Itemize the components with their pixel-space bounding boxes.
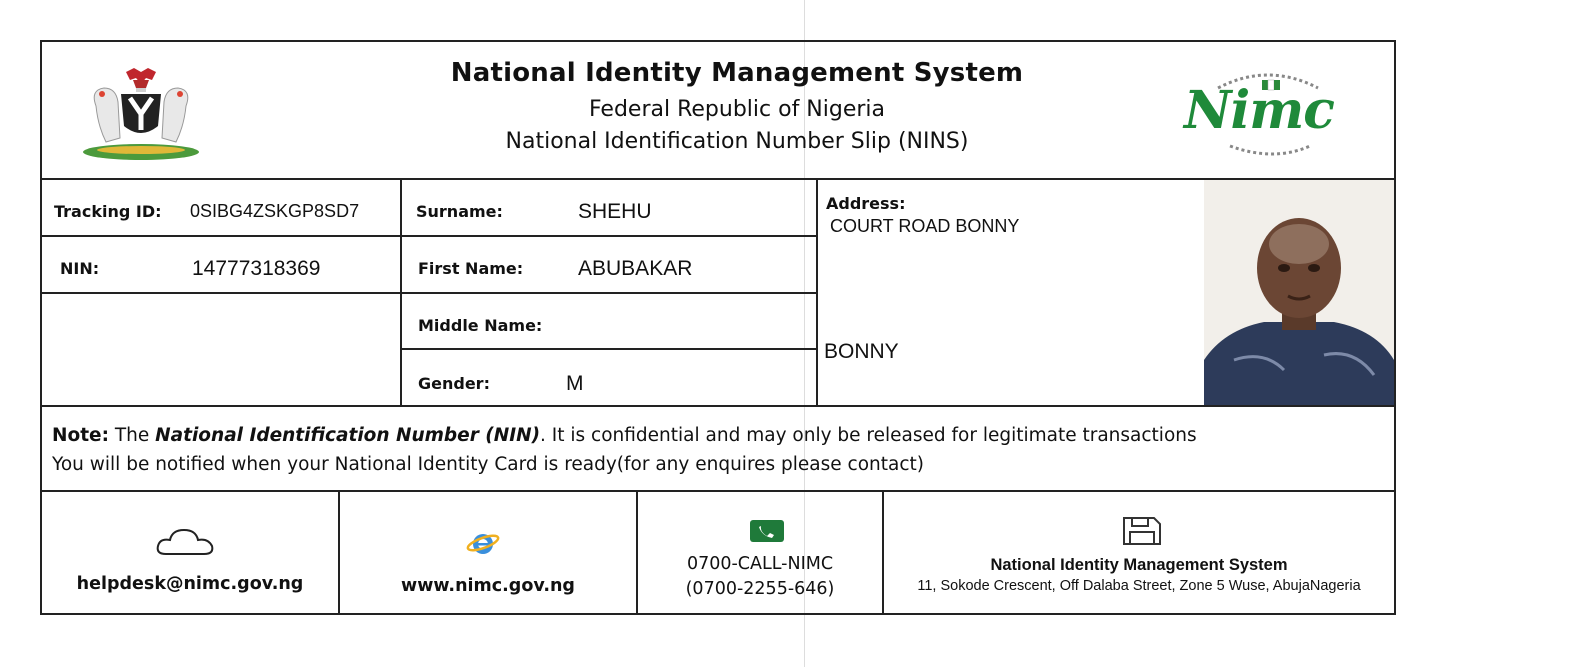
- col-divider-1: [400, 178, 402, 407]
- surname-label: Surname:: [416, 202, 503, 221]
- tracking-id-value: 0SIBG4ZSKGP8SD7: [190, 201, 360, 221]
- note-line-1: [52, 425, 1197, 446]
- first-name-label: First Name:: [418, 259, 524, 278]
- nimc-logo-text: Nimc: [1184, 80, 1334, 141]
- nin-label: NIN:: [60, 259, 100, 278]
- middlename-divider: [402, 348, 818, 350]
- org-address: 11, Sokode Crescent, Off Dalaba Street, Zone 5 Wuse, AbujaNageria: [917, 578, 1361, 594]
- nin-value: 14777318369: [192, 257, 321, 280]
- nin-slip: [40, 40, 1396, 615]
- middle-name-label: Middle Name:: [418, 316, 543, 335]
- header-divider: [42, 178, 1394, 180]
- gender-value: M: [566, 372, 584, 395]
- note-prefix: Note:: [52, 425, 109, 446]
- note-text-2: . It is confidential and may only be released for legitimate transactions: [540, 425, 1197, 446]
- surname-divider: [402, 235, 818, 237]
- address-line-1: COURT ROAD BONNY: [830, 216, 1020, 236]
- nin-divider: [42, 292, 402, 294]
- footer-divider-3: [882, 490, 884, 615]
- cloud-icon: [156, 526, 216, 558]
- phone-icon: [750, 520, 784, 542]
- page-title: National Identity Management System: [450, 58, 1024, 88]
- note-divider: [42, 490, 1394, 492]
- tracking-divider: [42, 235, 402, 237]
- internet-explorer-icon: [466, 530, 500, 556]
- subtitle-country: Federal Republic of Nigeria: [588, 97, 886, 122]
- tracking-id-label: Tracking ID:: [54, 202, 162, 221]
- floppy-disk-icon: [1122, 516, 1162, 546]
- first-name-value: ABUBAKAR: [578, 257, 693, 280]
- fields-divider: [42, 405, 1394, 407]
- org-name: National Identity Management System: [990, 556, 1288, 574]
- nimc-logo: [1178, 66, 1358, 156]
- coat-of-arms-logo: [76, 66, 206, 162]
- address-line-2: BONNY: [824, 340, 899, 363]
- note-line-2: You will be notified when your National Identity Card is ready(for any enquires please contact): [52, 454, 924, 475]
- footer-divider-1: [338, 490, 340, 615]
- surname-value: SHEHU: [578, 200, 652, 223]
- col-divider-2: [816, 178, 818, 407]
- note-emphasis: National Identification Number (NIN): [155, 425, 541, 446]
- firstname-divider: [402, 292, 818, 294]
- phone-number: [638, 552, 882, 602]
- phone-line-2: (0700-2255-646): [685, 579, 835, 599]
- phone-line-1: 0700-CALL-NIMC: [686, 554, 834, 574]
- address-label: Address:: [826, 194, 906, 213]
- gender-label: Gender:: [418, 374, 490, 393]
- email-text: helpdesk@nimc.gov.ng: [76, 574, 304, 594]
- holder-photo: [1204, 180, 1394, 405]
- subtitle-slip: National Identification Number Slip (NINS): [505, 129, 969, 154]
- website-link[interactable]: www.nimc.gov.ng: [401, 576, 575, 596]
- note-text-1: The: [108, 425, 156, 446]
